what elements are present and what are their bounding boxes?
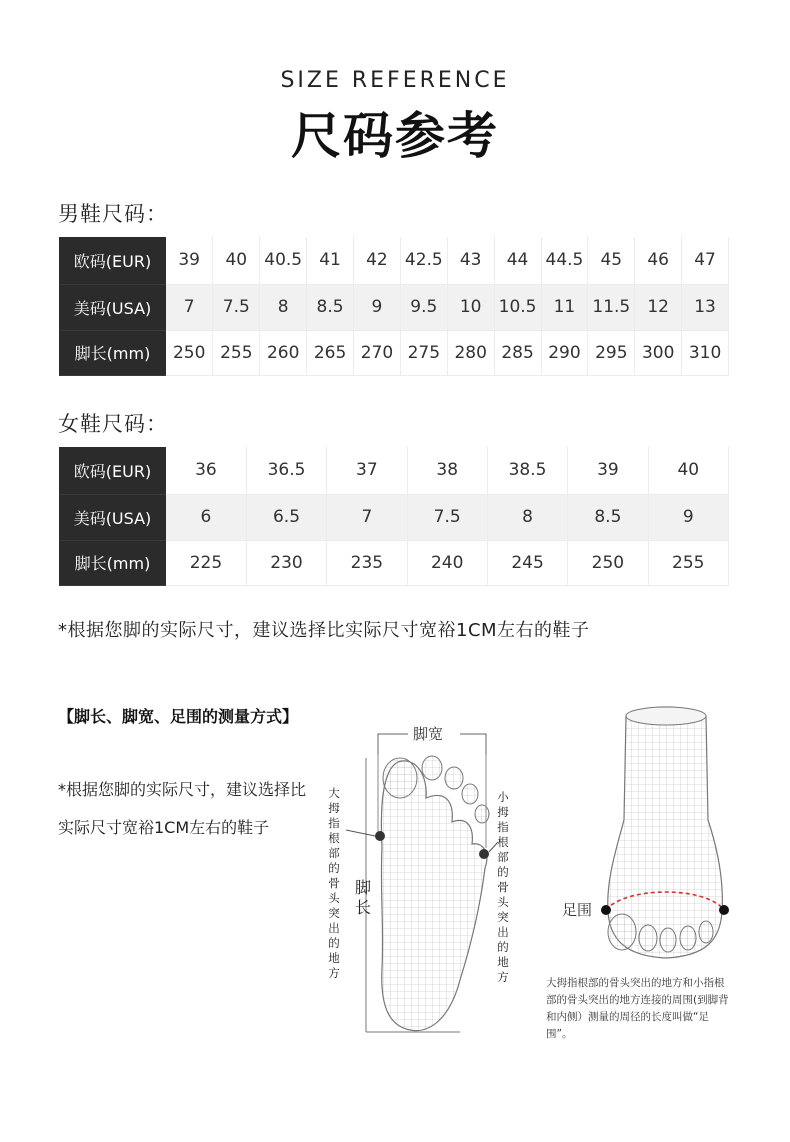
table-cell: 11 xyxy=(541,284,588,330)
table-cell: 8.5 xyxy=(307,284,354,330)
girth-point-left xyxy=(601,905,611,915)
girth-caption: 大拇指根部的骨头突出的地方和小指根部的骨头突出的地方连接的周围(到脚背和内侧）测量的周径的长度叫做“足围”。 xyxy=(546,977,729,1040)
table-cell: 37 xyxy=(327,447,407,494)
table-cell: 39 xyxy=(166,237,213,284)
table-cell: 40 xyxy=(648,447,728,494)
table-cell: 42.5 xyxy=(400,237,447,284)
page-title: 尺码参考 xyxy=(291,107,499,165)
table-cell: 38 xyxy=(407,447,487,494)
table-cell: 7 xyxy=(327,494,407,540)
table-row xyxy=(59,540,729,585)
table-cell: 40.5 xyxy=(260,237,307,284)
table-cell: 250 xyxy=(166,330,213,375)
row-header: 脚长(mm) xyxy=(59,540,166,585)
table-cell: 36 xyxy=(166,447,246,494)
table-cell: 12 xyxy=(635,284,682,330)
table-cell: 13 xyxy=(682,284,729,330)
method-title: 【脚长、脚宽、足围的测量方式】 xyxy=(58,707,299,726)
table-cell: 270 xyxy=(354,330,401,375)
table-cell: 10.5 xyxy=(494,284,541,330)
table-cell: 43 xyxy=(447,237,494,284)
table-cell: 295 xyxy=(588,330,635,375)
big-toe-pointer xyxy=(346,830,375,836)
table-cell: 8 xyxy=(260,284,307,330)
table-cell: 7.5 xyxy=(407,494,487,540)
table-cell: 310 xyxy=(682,330,729,375)
table-cell: 6.5 xyxy=(246,494,326,540)
row-header: 欧码(EUR) xyxy=(59,237,166,284)
table-cell: 280 xyxy=(447,330,494,375)
table-cell: 40 xyxy=(213,237,260,284)
table-cell: 9 xyxy=(648,494,728,540)
table-row xyxy=(59,330,729,375)
foot-sole-diagram xyxy=(320,718,520,1036)
table-cell: 7.5 xyxy=(213,284,260,330)
table-cell: 38.5 xyxy=(487,447,567,494)
table-cell: 260 xyxy=(260,330,307,375)
table-cell: 255 xyxy=(213,330,260,375)
girth-label: 足围 xyxy=(562,901,593,919)
table-cell: 47 xyxy=(682,237,729,284)
table-cell: 11.5 xyxy=(588,284,635,330)
row-header: 脚长(mm) xyxy=(59,330,166,375)
table-cell: 45 xyxy=(588,237,635,284)
table-cell: 44.5 xyxy=(541,237,588,284)
length-label: 脚长 xyxy=(354,878,371,917)
table-cell: 41 xyxy=(307,237,354,284)
table-cell: 250 xyxy=(568,540,648,585)
method-body: *根据您脚的实际尺寸，建议选择比实际尺寸宽裕1CM左右的鞋子 xyxy=(58,780,307,837)
table-row xyxy=(59,494,729,540)
table-cell: 225 xyxy=(166,540,246,585)
table-cell: 36.5 xyxy=(246,447,326,494)
table-cell: 300 xyxy=(635,330,682,375)
table-cell: 255 xyxy=(648,540,728,585)
table-row xyxy=(59,447,729,494)
width-bracket-left xyxy=(378,734,408,754)
table-cell: 285 xyxy=(494,330,541,375)
table-cell: 275 xyxy=(400,330,447,375)
table-cell: 290 xyxy=(541,330,588,375)
size-note: *根据您脚的实际尺寸，建议选择比实际尺寸宽裕1CM左右的鞋子 xyxy=(58,620,590,641)
men-size-table xyxy=(59,237,729,376)
women-size-label: 女鞋尺码： xyxy=(58,412,168,436)
table-cell: 8 xyxy=(487,494,567,540)
row-header: 美码(USA) xyxy=(59,494,166,540)
subtitle-en: SIZE REFERENCE xyxy=(280,68,510,93)
table-cell: 235 xyxy=(327,540,407,585)
small-toe-note: 小拇指根部的骨头突出的地方 xyxy=(497,790,509,984)
small-toe-point xyxy=(479,849,489,859)
row-header: 欧码(EUR) xyxy=(59,447,166,494)
foot-front-diagram xyxy=(596,700,736,970)
row-header: 美码(USA) xyxy=(59,284,166,330)
table-cell: 9 xyxy=(354,284,401,330)
foot-front-shape xyxy=(608,707,723,958)
table-cell: 7 xyxy=(166,284,213,330)
table-cell: 9.5 xyxy=(400,284,447,330)
table-cell: 10 xyxy=(447,284,494,330)
width-bracket-right xyxy=(460,734,486,754)
table-row xyxy=(59,237,729,284)
table-cell: 265 xyxy=(307,330,354,375)
table-cell: 46 xyxy=(635,237,682,284)
table-row xyxy=(59,284,729,330)
table-cell: 8.5 xyxy=(568,494,648,540)
foot-sole-shape xyxy=(381,756,489,1031)
width-label: 脚宽 xyxy=(409,723,447,744)
table-cell: 230 xyxy=(246,540,326,585)
table-cell: 240 xyxy=(407,540,487,585)
table-cell: 245 xyxy=(487,540,567,585)
big-toe-note: 大拇指根部的骨头突出的地方 xyxy=(328,786,340,980)
women-size-table xyxy=(59,447,729,586)
table-cell: 6 xyxy=(166,494,246,540)
big-toe-point xyxy=(375,831,385,841)
table-cell: 39 xyxy=(568,447,648,494)
table-cell: 44 xyxy=(494,237,541,284)
girth-point-right xyxy=(719,905,729,915)
men-size-label: 男鞋尺码： xyxy=(58,202,168,226)
table-cell: 42 xyxy=(354,237,401,284)
